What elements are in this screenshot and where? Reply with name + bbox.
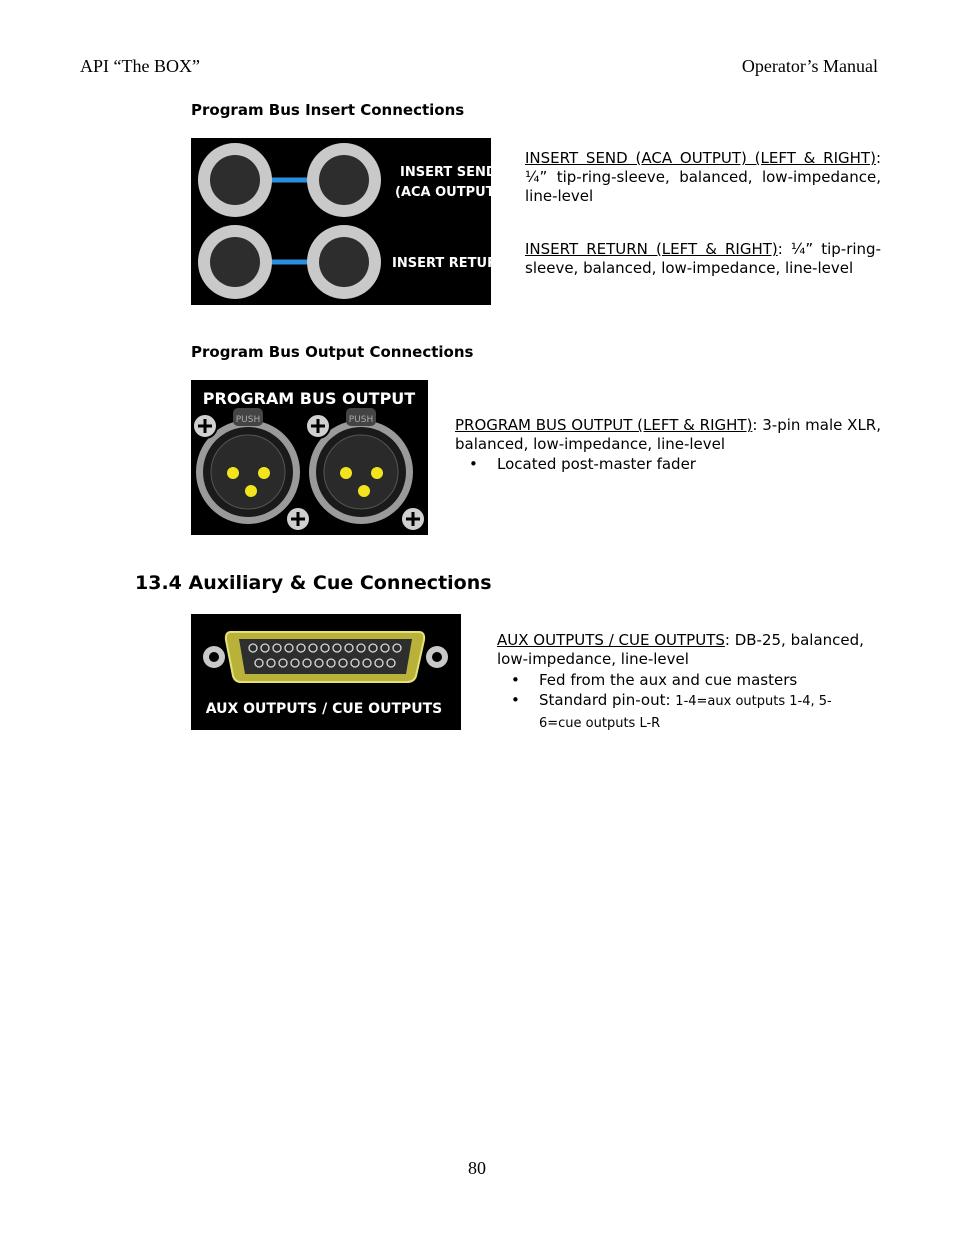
aux-text: : DB-25, balanced, low-impedance, line-level xyxy=(497,631,864,668)
header-left: API “The BOX” xyxy=(80,56,200,76)
program-bus-output-label: PROGRAM BUS OUTPUT xyxy=(202,389,416,408)
push-tab-left: PUSH xyxy=(235,415,261,425)
jack-send-left-icon xyxy=(198,143,272,217)
list-item xyxy=(497,690,857,734)
insert-jacks-illustration xyxy=(191,138,508,305)
insert-send-label: INSERT SEND xyxy=(400,165,497,180)
page-number: 80 xyxy=(468,1158,486,1178)
section-title-insert: Program Bus Insert Connections xyxy=(191,101,465,119)
jack-return-left-icon xyxy=(198,225,272,299)
insert-return-description xyxy=(525,240,881,278)
pinout-label: Standard pin-out: xyxy=(539,691,676,709)
insert-return-term: INSERT RETURN (LEFT & RIGHT) xyxy=(525,240,778,258)
output-text: : 3-pin male XLR, balanced, low-impedance, line-level xyxy=(455,416,881,453)
insert-return-label: INSERT RETURN xyxy=(392,256,508,271)
section-title-output: Program Bus Output Connections xyxy=(191,343,474,361)
list-item: • Fed from the aux and cue masters xyxy=(497,670,857,690)
jack-send-right-icon xyxy=(307,143,381,217)
pinout-values: 1-4=aux outputs 1-4, 5-6=cue outputs L-R xyxy=(539,694,832,731)
insert-send-term: INSERT SEND (ACA OUTPUT) (LEFT & RIGHT) xyxy=(525,149,876,167)
insert-return-text: : ¼” tip-ring-sleeve, balanced, low-impedance, line-level xyxy=(525,240,881,277)
aux-bullet-list xyxy=(497,670,857,734)
db25-illustration xyxy=(191,614,461,730)
output-bullet-list xyxy=(455,454,881,474)
output-description xyxy=(455,416,881,454)
aux-term: AUX OUTPUTS / CUE OUTPUTS xyxy=(497,631,725,649)
section-heading-aux: 13.4 Auxiliary & Cue Connections xyxy=(135,572,492,594)
insert-send-description xyxy=(525,149,881,206)
aux-panel-image xyxy=(191,614,461,730)
jack-return-right-icon xyxy=(307,225,381,299)
push-tab-right: PUSH xyxy=(348,415,374,425)
insert-panel-image xyxy=(191,138,508,305)
list-item: • Located post-master fader xyxy=(455,454,881,474)
output-term: PROGRAM BUS OUTPUT (LEFT & RIGHT) xyxy=(455,416,753,434)
output-panel-image xyxy=(191,380,428,535)
aux-cue-outputs-label: AUX OUTPUTS / CUE OUTPUTS xyxy=(205,701,443,717)
db25-screw-right-icon xyxy=(426,646,448,668)
header-right: Operator’s Manual xyxy=(741,56,878,76)
xlr-output-illustration xyxy=(191,380,428,535)
aux-description xyxy=(497,631,889,669)
insert-send-sublabel: (ACA OUTPUT) xyxy=(395,185,501,200)
insert-send-text: : ¼” tip-ring-sleeve, balanced, low-impedance, line-level xyxy=(525,149,881,205)
db25-connector-icon xyxy=(226,632,424,682)
db25-screw-left-icon xyxy=(203,646,225,668)
